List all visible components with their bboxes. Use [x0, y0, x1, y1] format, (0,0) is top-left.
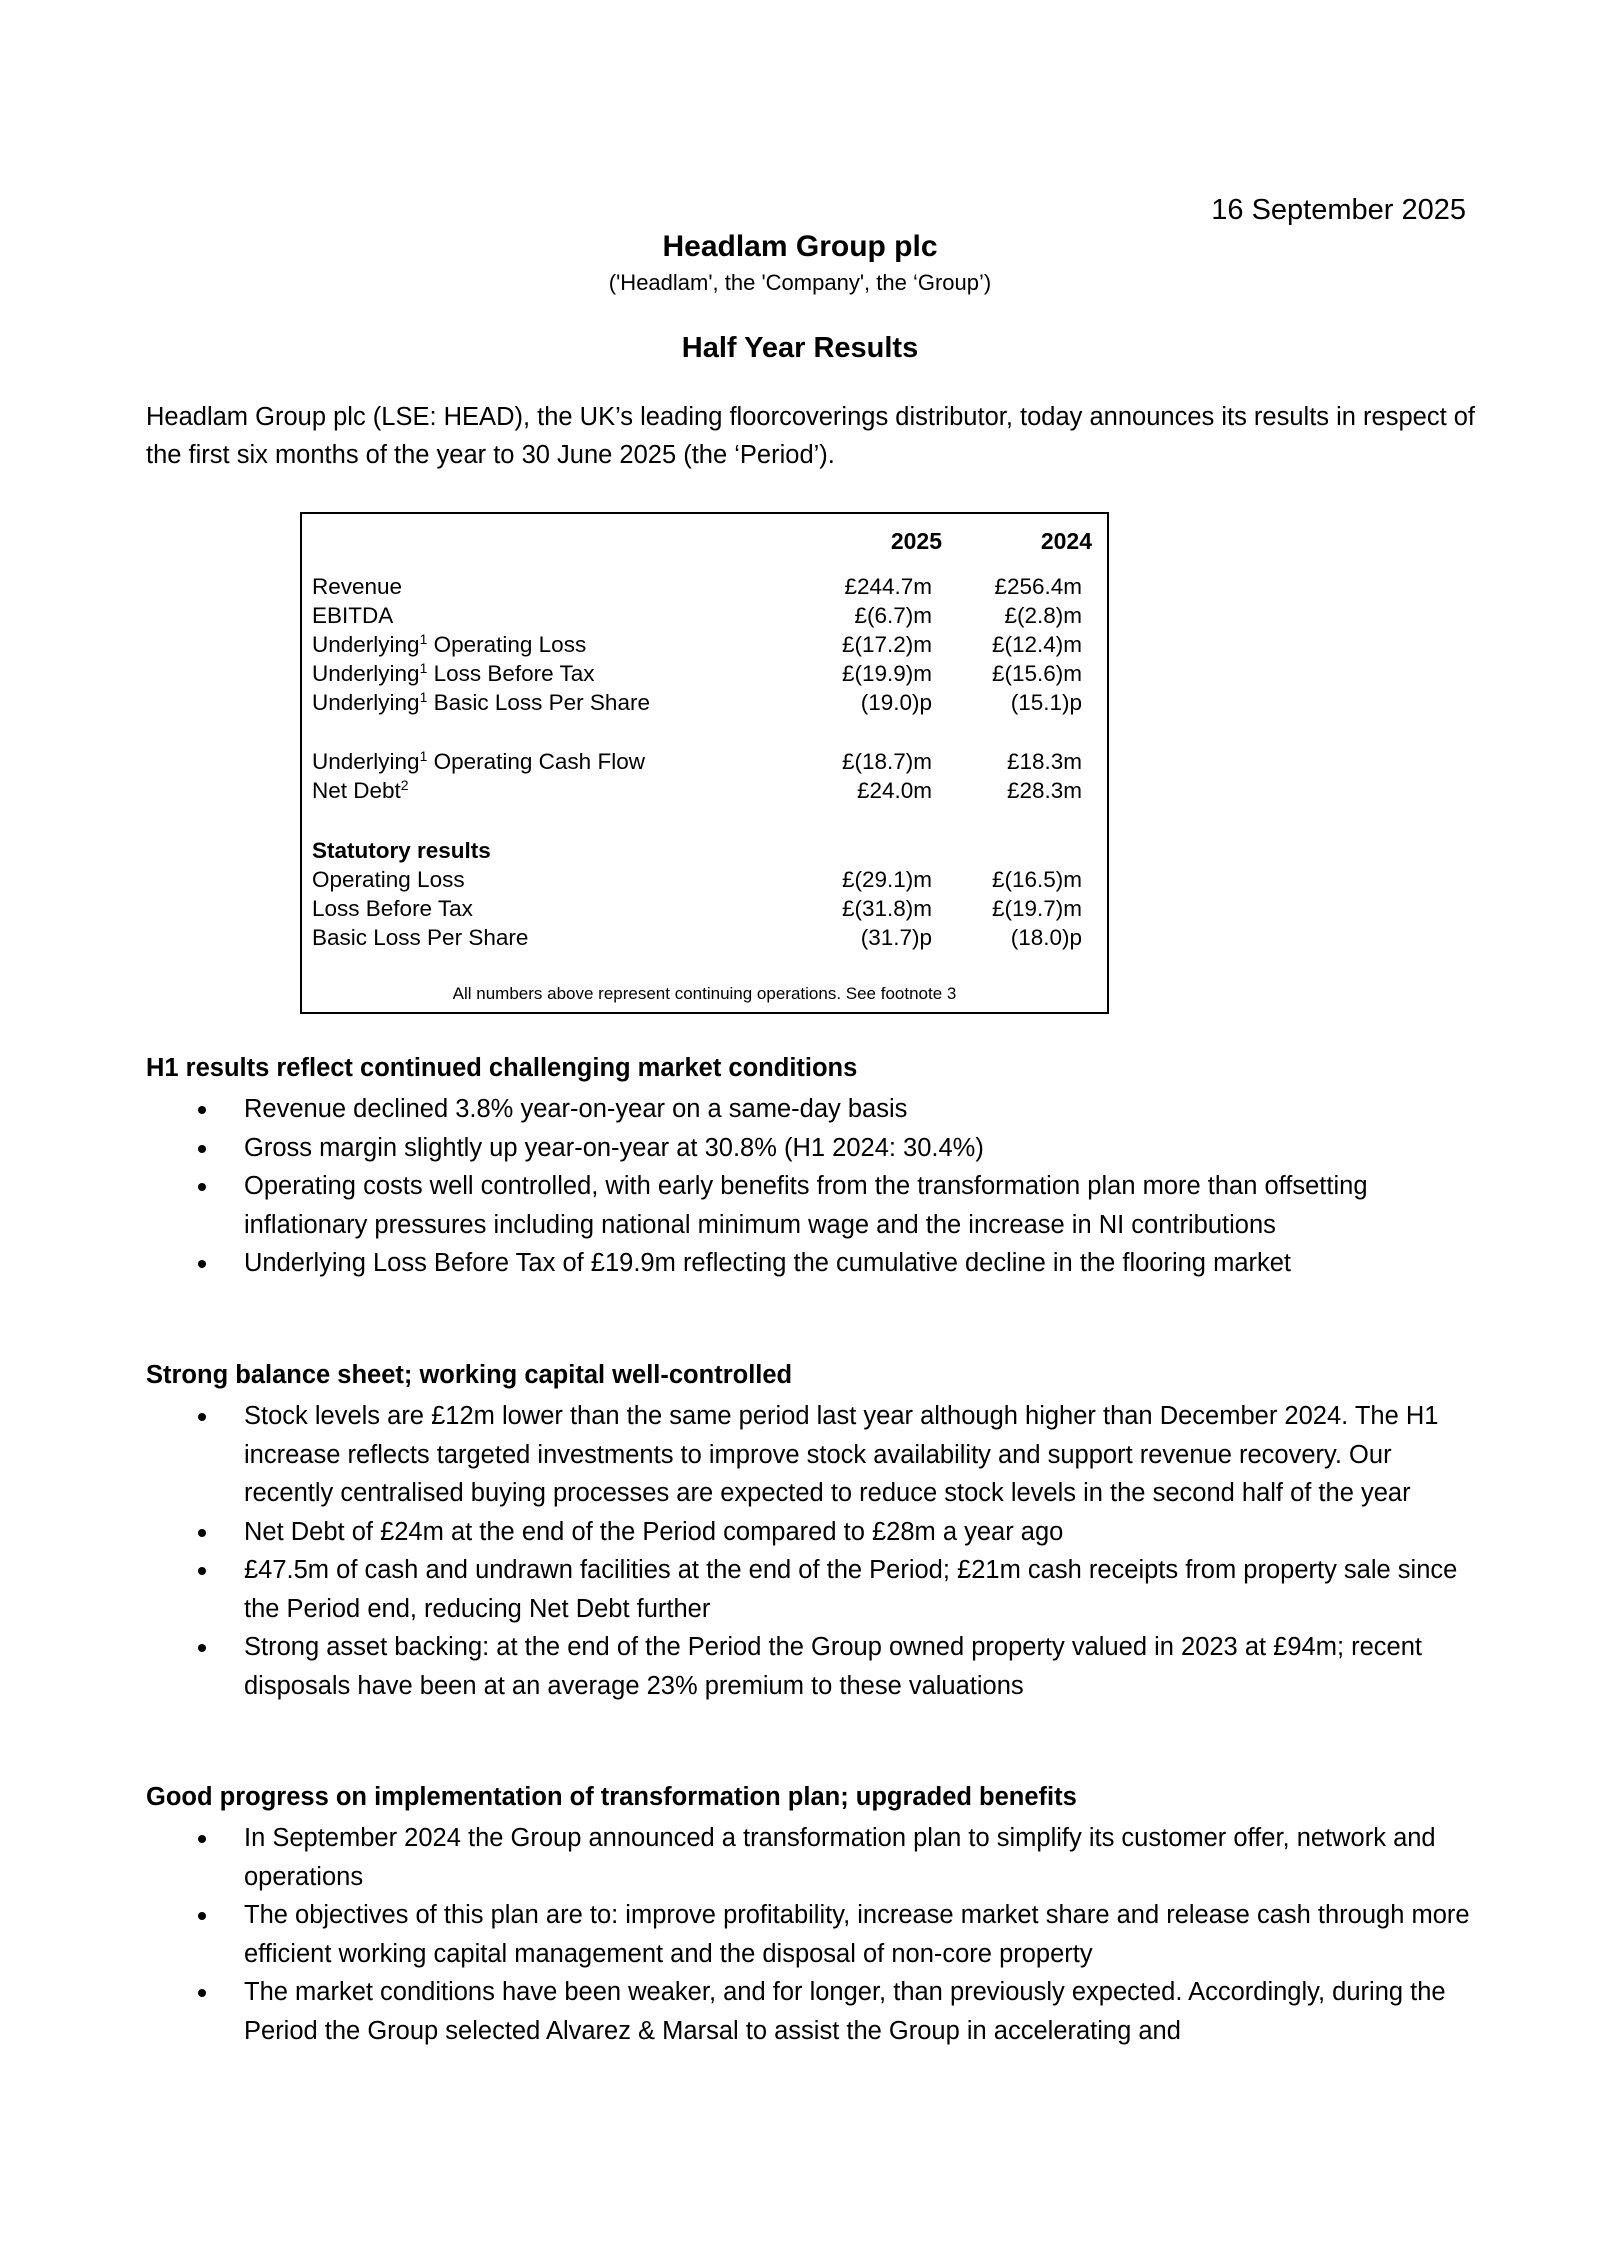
table-row: Revenue £244.7m £256.4m: [312, 574, 1082, 599]
section-heading: Strong balance sheet; working capital well-controlled: [146, 1361, 793, 1389]
list-item: Underlying Loss Before Tax of £19.9m reflecting the cumulative decline in the flooring market: [146, 1244, 1486, 1283]
bullet-list: [146, 1397, 1486, 1705]
list-item: Net Debt of £24m at the end of the Period compared to £28m a year ago: [146, 1513, 1486, 1552]
list-item: Revenue declined 3.8% year-on-year on a same-day basis: [146, 1090, 1486, 1129]
page-title: Half Year Results: [681, 332, 919, 364]
bullet-dot: [198, 1413, 206, 1421]
list-item: £47.5m of cash and undrawn facilities at the end of the Period; £21m cash receipts from property sale since the Period end, reducing Net Debt further: [146, 1551, 1486, 1628]
intro-paragraph: Headlam Group plc (LSE: HEAD), the UK’s leading floorcoverings distributor, today announces its results in respect of the first six months of the year to 30 June 2025 (the ‘Period’).: [146, 403, 1476, 469]
list-item: Operating costs well controlled, with early benefits from the transformation plan more than offsetting inflationary pressures including national minimum wage and the increase in NI contributions: [146, 1167, 1486, 1244]
table-row: Underlying$^1$ Operating Loss £(17.2)m £(12.4)m: [312, 631, 1082, 657]
results-table: [300, 512, 1109, 1014]
table-row: Net Debt$^2$ £24.0m £28.3m: [312, 777, 1082, 803]
bullet-dot: [198, 1183, 206, 1191]
list-item: In September 2024 the Group announced a transformation plan to simplify its customer offer, network and operations: [146, 1819, 1486, 1896]
section-heading: H1 results reflect continued challenging market conditions: [146, 1054, 858, 1082]
table-row: Basic Loss Per Share (31.7)p (18.0)p: [312, 925, 1082, 950]
bullet-list: [146, 1090, 1486, 1283]
announcement-date: 16 September 2025: [1211, 194, 1466, 226]
list-item: Strong asset backing: at the end of the Period the Group owned property valued in 2023 at £94m; recent disposals have been at an average 23% premium to these valuations: [146, 1628, 1486, 1705]
bullet-dot: [198, 1145, 206, 1153]
bullet-dot: [198, 1835, 206, 1843]
bullet-dot: [198, 1106, 206, 1114]
column-header-2025: 2025: [890, 528, 942, 554]
company-name: Headlam Group plc: [662, 230, 938, 263]
bullet-dot: [198, 1912, 206, 1920]
bullet-dot: [198, 1260, 206, 1268]
table-row: Underlying$^1$ Loss Before Tax £(19.9)m £(15.6)m: [312, 660, 1082, 686]
bullet-dot: [198, 1644, 206, 1652]
table-row: Operating Loss £(29.1)m £(16.5)m: [312, 867, 1082, 892]
list-item: The objectives of this plan are to: improve profitability, increase market share and release cash through more efficient working capital management and the disposal of non-core property: [146, 1896, 1486, 1973]
table-row: Underlying$^1$ Basic Loss Per Share (19.0)p (15.1)p: [312, 689, 1082, 715]
column-header-2024: 2024: [1040, 528, 1092, 554]
table-footnote: All numbers above represent continuing operations. See footnote 3: [452, 984, 957, 1003]
table-row: Loss Before Tax £(31.8)m £(19.7)m: [312, 896, 1082, 921]
bullet-dot: [198, 1567, 206, 1575]
bullet-dot: [198, 1989, 206, 1997]
list-item: The market conditions have been weaker, and for longer, than previously expected. Accordingly, during the Period the Group selected Alvarez & Marsal to assist the Group in accelerating and: [146, 1973, 1486, 2050]
list-item: Gross margin slightly up year-on-year at 30.8% (H1 2024: 30.4%): [146, 1129, 1486, 1168]
section-heading: Good progress on implementation of transformation plan; upgraded benefits: [146, 1783, 1077, 1811]
bullet-dot: [198, 1529, 206, 1537]
bullet-list: [146, 1819, 1486, 2050]
table-row: Underlying$^1$ Operating Cash Flow £(18.7)m £18.3m: [312, 748, 1082, 774]
table-row: EBITDA £(6.7)m £(2.8)m: [312, 603, 1082, 628]
company-aliases: ('Headlam', the 'Company', the ‘Group’): [608, 270, 992, 295]
list-item: Stock levels are £12m lower than the same period last year although higher than December 2024. The H1 increase reflects targeted investments to improve stock availability and support revenue recovery. Our recently centralised buying processes are expected to reduce stock levels in the second half of the year: [146, 1397, 1486, 1513]
statutory-results-heading: Statutory results: [312, 838, 491, 863]
